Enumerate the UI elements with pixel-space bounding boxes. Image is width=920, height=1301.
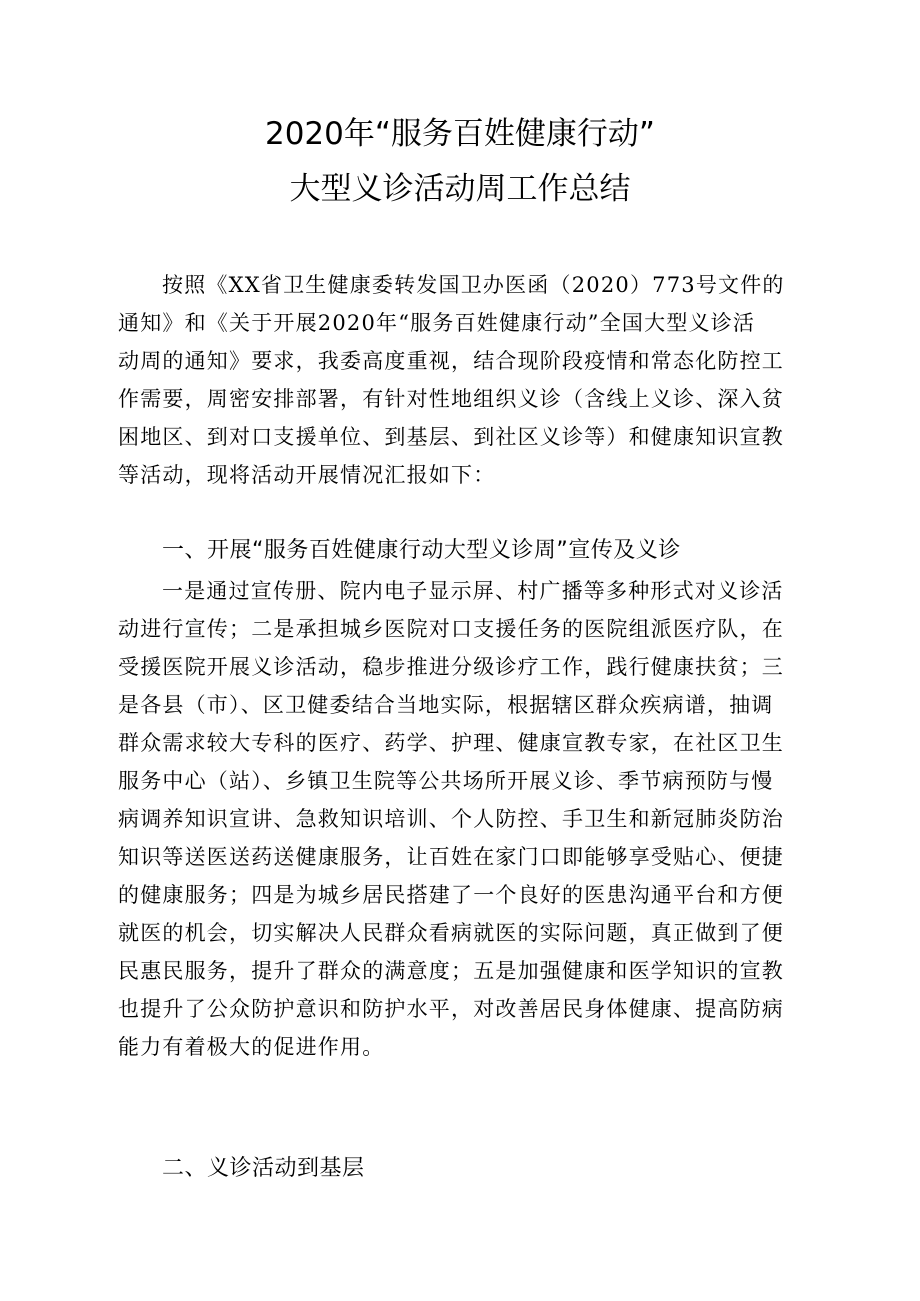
section-1-line: 群众需求较大专科的医疗、药学、护理、健康宣教专家，在社区卫生 <box>118 731 784 755</box>
section-1-line: 的健康服务；四是为城乡居民搭建了一个良好的医患沟通平台和方便 <box>118 883 784 907</box>
section-1-paragraph <box>118 572 802 1066</box>
section-1-line: 一是通过宣传册、院内电子显示屏、村广播等多种形式对义诊活 <box>162 579 784 603</box>
section-1-line: 病调养知识宣讲、急救知识培训、个人防控、手卫生和新冠肺炎防治 <box>118 807 784 831</box>
section-1-line: 服务中心（站）、乡镇卫生院等公共场所开展义诊、季节病预防与慢 <box>118 769 774 793</box>
document-title-line-2: 大型义诊活动周工作总结 <box>289 171 631 207</box>
intro-line: 作需要，周密安排部署，有针对性地组织义诊（含线上义诊、深入贫 <box>118 387 784 411</box>
section-2-heading: 二、义诊活动到基层 <box>162 1156 365 1181</box>
intro-line: 等活动，现将活动开展情况汇报如下： <box>118 463 496 487</box>
intro-line: 困地区、到对口支援单位、到基层、到社区义诊等）和健康知识宣教 <box>118 425 784 449</box>
document-title-line-1: 2020年“服务百姓健康行动” <box>264 116 655 152</box>
section-1-line: 也提升了公众防护意识和防护水平，对改善居民身体健康、提高防病 <box>118 997 784 1021</box>
section-1-line: 民惠民服务，提升了群众的满意度；五是加强健康和医学知识的宣教 <box>118 959 784 983</box>
intro-line: 动周的通知》要求，我委高度重视，结合现阶段疫情和常态化防控工 <box>118 349 784 373</box>
intro-paragraph <box>118 266 802 494</box>
intro-line: 通知》和《关于开展2020年“服务百姓健康行动”全国大型义诊活 <box>118 311 756 335</box>
section-1-line: 就医的机会，切实解决人民群众看病就医的实际问题，真正做到了便 <box>118 921 784 945</box>
section-1-line: 动进行宣传；二是承担城乡医院对口支援任务的医院组派医疗队，在 <box>118 617 784 641</box>
section-1-line: 受援医院开展义诊活动，稳步推进分级诊疗工作，践行健康扶贫；三 <box>118 655 784 679</box>
section-1-heading: 一、开展“服务百姓健康行动大型义诊周”宣传及义诊 <box>162 538 681 563</box>
section-1-line: 是各县（市）、区卫健委结合当地实际，根据辖区群众疾病谱，抽调 <box>118 693 774 717</box>
section-1-line: 知识等送医送药送健康服务，让百姓在家门口即能够享受贴心、便捷 <box>118 845 784 869</box>
section-1-line: 能力有着极大的促进作用。 <box>118 1035 385 1059</box>
intro-line: 按照《XX省卫生健康委转发国卫办医函（2020）773号文件的 <box>162 273 785 297</box>
